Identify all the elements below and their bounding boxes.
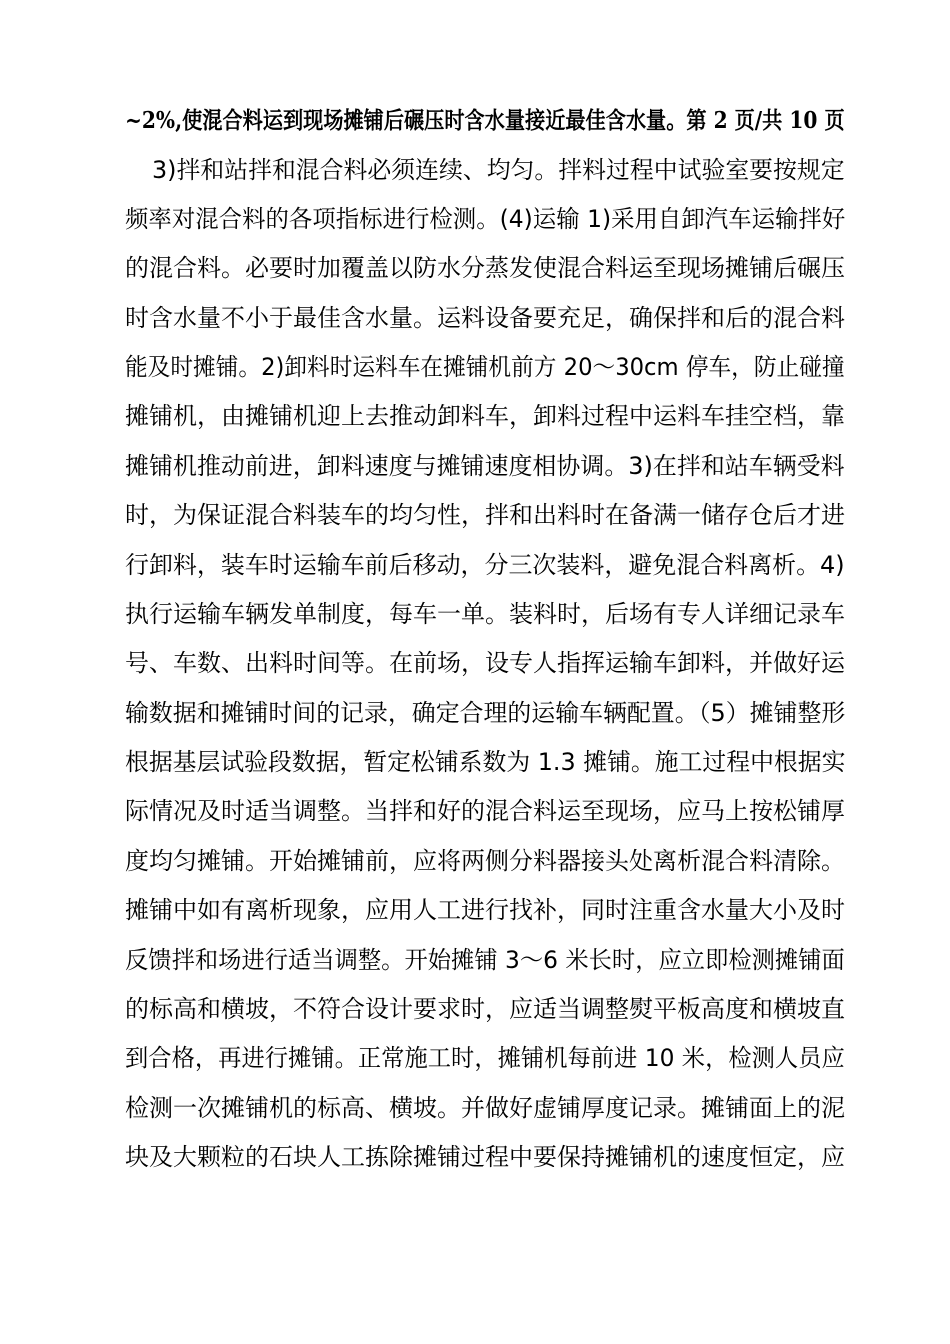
text-line: 度均匀摊铺。开始摊铺前，应将两侧分料器接头处离析混合料清除。 xyxy=(125,847,845,875)
text-line: 的混合料。必要时加覆盖以防水分蒸发使混合料运至现场摊铺后碾压 xyxy=(125,254,845,282)
text-line: 输数据和摊铺时间的记录，确定合理的运输车辆配置。（5）摊铺整形 xyxy=(125,699,846,727)
text-line: 3)拌和站拌和混合料必须连续、均匀。拌料过程中试验室要按规定 xyxy=(152,156,845,184)
text-line: 执行运输车辆发单制度，每车一单。装料时，后场有专人详细记录车 xyxy=(125,600,845,628)
text-line: 反馈拌和场进行适当调整。开始摊铺 3～6 米长时，应立即检测摊铺面 xyxy=(125,946,845,974)
text-line: 摊铺机推动前进，卸料速度与摊铺速度相协调。3)在拌和站车辆受料 xyxy=(125,452,845,480)
text-line: 根据基层试验段数据，暂定松铺系数为 1.3 摊铺。施工过程中根据实 xyxy=(125,748,846,776)
text-line: 到合格，再进行摊铺。正常施工时，摊铺机每前进 10 米，检测人员应 xyxy=(125,1044,845,1072)
text-line: 能及时摊铺。2)卸料时运料车在摊铺机前方 20～30cm 停车，防止碰撞 xyxy=(125,353,845,381)
text-line: 的标高和横坡，不符合设计要求时，应适当调整熨平板高度和横坡直 xyxy=(125,995,845,1023)
text-line: 频率对混合料的各项指标进行检测。(4)运输 1)采用自卸汽车运输拌好 xyxy=(125,205,846,233)
text-line: 号、车数、出料时间等。在前场，设专人指挥运输车卸料，并做好运 xyxy=(125,649,845,677)
text-line: 摊铺机，由摊铺机迎上去推动卸料车，卸料过程中运料车挂空档，靠 xyxy=(125,402,845,430)
text-line: 行卸料，装车时运输车前后移动，分三次装料，避免混合料离析。4) xyxy=(125,551,845,579)
text-line: 摊铺中如有离析现象，应用人工进行找补，同时注重含水量大小及时 xyxy=(125,896,845,924)
text-line: 时，为保证混合料装车的均匀性，拌和出料时在备满一储存仓后才进 xyxy=(125,501,845,529)
text-line: 块及大颗粒的石块人工拣除摊铺过程中要保持摊铺机的速度恒定，应 xyxy=(125,1143,845,1171)
text-line: 时含水量不小于最佳含水量。运料设备要充足，确保拌和后的混合料 xyxy=(125,304,845,332)
text-line: 际情况及时适当调整。当拌和好的混合料运至现场，应马上按松铺厚 xyxy=(125,797,845,825)
header-line: ~2%,使混合料运到现场摊铺后碾压时含水量接近最佳含水量。第 2 页/共 10 页 xyxy=(125,107,845,134)
text-line: 检测一次摊铺机的标高、横坡。并做好虚铺厚度记录。摊铺面上的泥 xyxy=(125,1094,845,1122)
